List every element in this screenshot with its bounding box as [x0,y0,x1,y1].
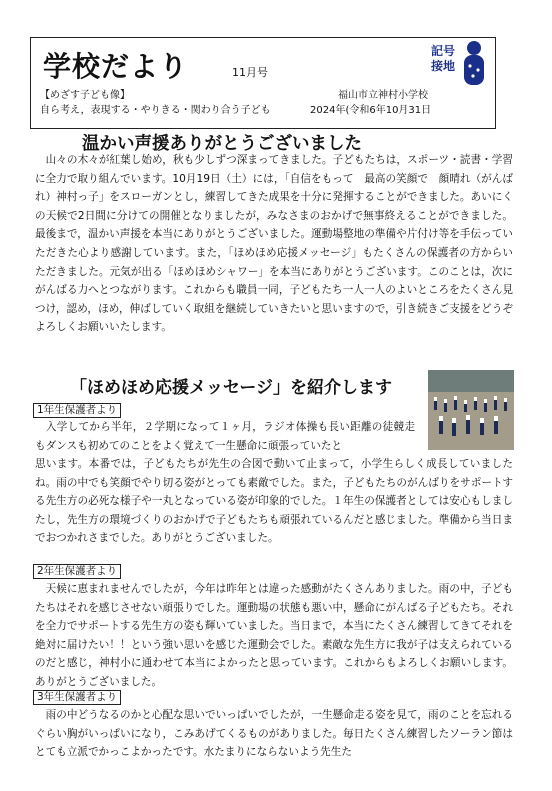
grade2-message: 天候に恵まれませんでしたが，今年は昨年とは違った感動がたくさんありました。雨の中，子どもたちはそれを感じさせない頑張りでした。運動場の状態も悪い中，懸命にがんばる子どもたち。それを全力でサポートする先生方の姿も輝いていました。当日まで，本当にたくさん練習してきてそれを絶対に届けたい！！という強い思いを感じた運動会でした。素敵な先生方に我が子は支えられているのだと感じ，神村小に通わせて本当によかったと思っています。これからもよろしくお願いします。ありがとうございました。 [35,583,513,688]
section-heading-thanks: 温かい声援ありがとうございました [82,134,362,154]
grade2-label: 2年生保護者より [33,564,121,579]
grade1-message-part2: 思います。本番では，子どもたちが先生の合図で動いて止まって，小学生らしく成長していましたね。雨の中でも笑顔でやり切る姿がとっても素敵でした。また，子どもたちのがんばりをサポートする先生方の必死な様子や一丸となっている姿が印象的でした。１年生の保護者としては安心もしましたし，先生方の環境づくりのおかげで子どもたちも頑張れているんだと感じました。準備から当日までおつかれさまでした。ありがとうございました。 [35,458,513,545]
sports-day-photo [428,370,514,450]
badge-text [423,44,463,74]
issue-number: 11月号 [232,66,268,79]
grade1-message-part1: 入学してから半年，２学期になって１ヶ月，ラジオ体操も長い距離の徒競走もダンスも初めてのことをよく覚えて一生懸命に頑張っていたと [35,421,415,452]
school-name: 福山市立神村小学校 [338,90,428,101]
grade3-label: 3年生保護者より [33,690,121,705]
section-heading-messages: 「ほめほめ応援メッセージ」を紹介します [70,378,392,398]
motto: 自ら考え，表現する・やりきる・関わり合う子ども [40,105,271,116]
grade1-label: 1年生保護者より [33,403,121,418]
issue-date: 2024年(令和6年10月31日 [310,105,432,116]
mascot-icon [461,40,487,88]
newsletter-title: 学校だより [43,50,189,83]
badge-line-1: 記号 [430,44,455,58]
grade3-message: 雨の中どうなるのかと心配な思いでいっぱいでしたが，一生懸命走る姿を見て，雨のことを忘れるぐらい胸がいっぱいになり，こみあげてくるものがありました。毎日たくさん練習したソーラン節はとても立派でかっこよかったです。水たまりにならないよう先生た [35,709,513,759]
motto-label: 【めざす子ども像】 [40,90,130,101]
section-body-thanks: 山々の木々が紅葉し始め，秋も少しずつ深まってきました。子どもたちは，スポーツ・読書・学習に全力で取り組んでいます。10月19日（土）には，「自信をもって 最高の笑顔で 顔晴れ（がんばれ）神村っ子」をスローガンとし，練習してきた成果を十分に発揮することができました。あいにくの天候で2日間に分けての開催となりましたが，みなさまのおかげで無事終えることができました。最後まで，温かい声援を本当にありがとうございました。運動場整地の準備や片付け等を手伝っていただきた心より感謝しています。また，「ほめほめ応援メッセージ」もたくさんの保護者の方からいただきました。元気が出る「ほめほめシャワー」を本当にありがとうございます。このことは，次にがんばる力へとつながります。これからも職員一同，子どもたち一人一人のよいところをたくさん見つけ，認め，ほめ，伸ばしていく取組を継続していきたいと思いますので，引き続きご支援をどうぞよろしくお願いいたします。 [35,154,513,334]
badge [423,40,487,88]
badge-line-2: 接地 [430,59,455,73]
